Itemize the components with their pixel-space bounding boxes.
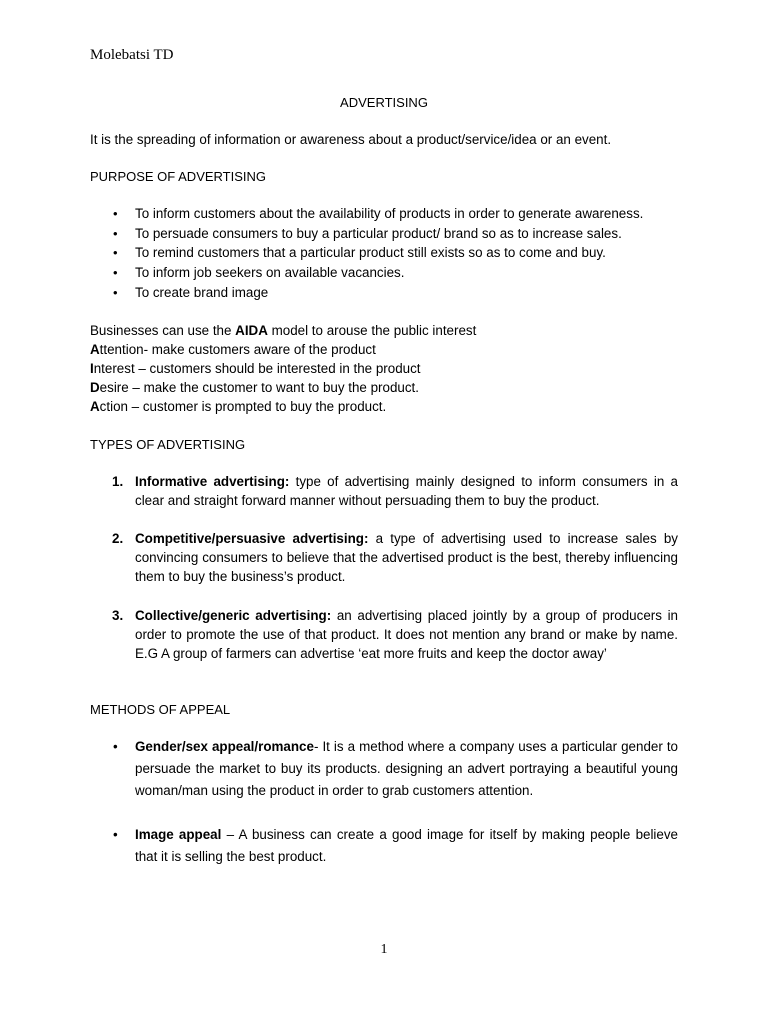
page-header-author: Molebatsi TD	[90, 47, 174, 63]
bullet-icon: •	[113, 206, 118, 221]
aida-line-interest: Interest – customers should be interested in the product	[90, 360, 421, 376]
bullet-icon: •	[113, 739, 118, 755]
aida-line-attention: Attention- make customers aware of the product	[90, 341, 376, 357]
list-item: • To create brand image	[90, 283, 678, 303]
aida-line-desire: Desire – make the customer to want to buy the product.	[90, 380, 419, 396]
list-item: 2. Competitive/persuasive advertising: a type of advertising used to increase sales by convincing consumers to believe that the advertised product is the best, thereby influencing them to buy the business’s product.	[112, 530, 678, 585]
list-item: • To inform job seekers on available vacancies.	[90, 263, 678, 283]
definition-text: It is the spreading of information or awareness about a product/service/idea or an event.	[90, 132, 612, 147]
aida-line-action: Action – customer is prompted to buy the product.	[90, 399, 387, 415]
methods-heading: METHODS OF APPEAL	[90, 702, 231, 718]
aida-intro: Businesses can use the AIDA model to arouse the public interest	[90, 322, 477, 338]
list-item: 3. Collective/generic advertising: an advertising placed jointly by a group of producers in order to promote the use of that product. It does not mention any brand or make by name. E.G A group of farmers can advertise ‘eat more fruits and keep the doctor away’	[112, 607, 678, 661]
bullet-icon: •	[113, 827, 118, 843]
document-title: ADVERTISING	[340, 95, 428, 110]
purpose-heading: PURPOSE OF ADVERTISING	[90, 169, 267, 184]
methods-list	[90, 736, 678, 868]
bullet-icon: •	[113, 265, 118, 281]
list-item: • To inform customers about the availability of products in order to generate awareness.	[90, 204, 678, 224]
list-item: • Image appeal – A business can create a good image for itself by making people believe that it is selling the best product.	[90, 824, 678, 868]
bullet-icon: •	[113, 245, 118, 261]
types-list	[90, 472, 678, 664]
aida-section	[90, 321, 678, 417]
list-item: 1. Informative advertising: type of advertising mainly designed to inform consumers in a clear and straight forward manner without persuading them to buy the product.	[112, 473, 678, 508]
purpose-list	[90, 204, 678, 303]
list-item: • Gender/sex appeal/romance- It is a method where a company uses a particular gender to persuade the market to buy its products. designing an advert portraying a beautiful young woman/man using the product in order to grab customers attention.	[90, 736, 678, 802]
page-number: 1	[380, 942, 388, 957]
list-item: • To remind customers that a particular product still exists so as to come and buy.	[90, 243, 678, 263]
bullet-icon: •	[113, 225, 118, 241]
document-body	[90, 94, 678, 868]
list-item: • To persuade consumers to buy a particular product/ brand so as to increase sales.	[90, 224, 678, 244]
types-heading: TYPES OF ADVERTISING	[90, 436, 246, 452]
bullet-icon: •	[113, 284, 118, 300]
